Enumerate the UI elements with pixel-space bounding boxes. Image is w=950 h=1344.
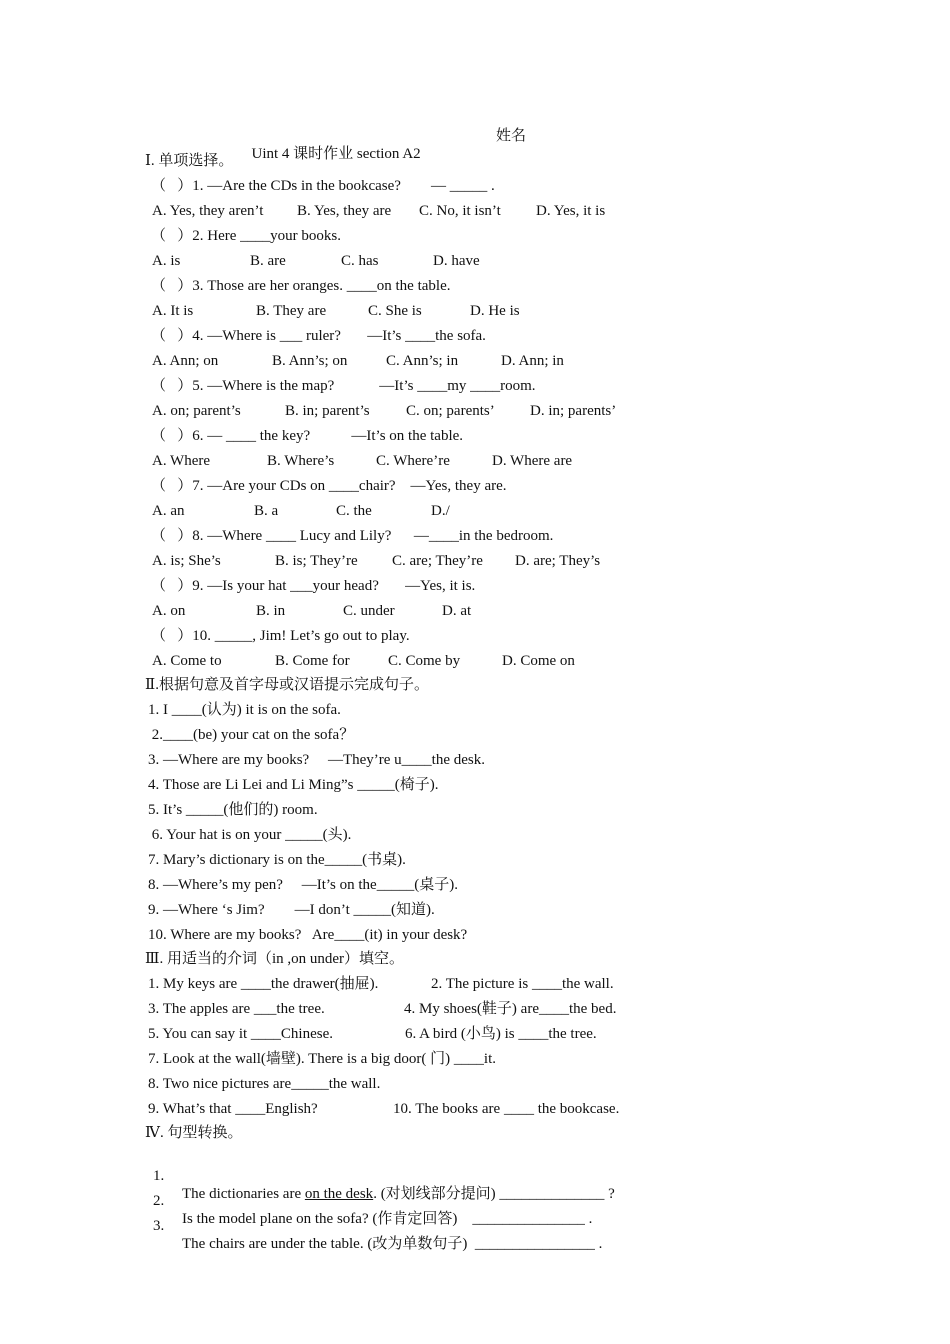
- item-number: 3.: [153, 1218, 165, 1234]
- option-c: C. the: [336, 503, 372, 519]
- option-c: C. has: [341, 253, 379, 269]
- option-c: C. Where’re: [376, 453, 450, 469]
- question-stem: （ ）7. —Are your CDs on ____chair? —Yes, they are.: [151, 478, 507, 494]
- option-d: D./: [431, 503, 450, 519]
- option-b: B. are: [250, 253, 286, 269]
- option-a: A. Where: [152, 453, 211, 469]
- question-stem: （ ）4. —Where is ___ ruler? —It’s ____the sofa.: [151, 328, 486, 344]
- fill-item: 2. The picture is ____the wall.: [431, 976, 614, 992]
- option-b: B. Where’s: [267, 453, 335, 469]
- section-3-heading: Ⅲ. 用适当的介词（in ,on under）填空。: [145, 951, 405, 967]
- option-a: A. Ann; on: [152, 353, 219, 369]
- section-4-heading: Ⅳ. 句型转换。: [145, 1125, 243, 1141]
- option-a: A. is: [152, 253, 181, 269]
- option-b: B. They are: [256, 303, 327, 319]
- option-c: C. No, it isn’t: [419, 203, 501, 219]
- item-text-after: . (对划线部分提问) ______________ ?: [373, 1186, 615, 1202]
- fill-item: 6. Your hat is on your _____(头).: [148, 827, 352, 843]
- question-stem: （ ）8. —Where ____ Lucy and Lily? —____in the bedroom.: [151, 528, 554, 544]
- section-2-heading: Ⅱ.根据句意及首字母或汉语提示完成句子。: [145, 677, 429, 693]
- option-b: B. Come for: [275, 653, 350, 669]
- option-d: D. He is: [470, 303, 520, 319]
- option-a: A. on; parent’s: [152, 403, 241, 419]
- fill-item: 6. A bird (小鸟) is ____the tree.: [405, 1026, 597, 1042]
- option-d: D. in; parents’: [530, 403, 617, 419]
- option-a: A. Yes, they aren’t: [152, 203, 264, 219]
- option-d: D. Come on: [502, 653, 575, 669]
- option-c: C. She is: [368, 303, 422, 319]
- option-b: B. a: [254, 503, 279, 519]
- question-stem: （ ）10. _____, Jim! Let’s go out to play.: [151, 628, 410, 644]
- option-b: B. is; They’re: [275, 553, 358, 569]
- fill-item: 8. —Where’s my pen? —It’s on the_____(桌子).: [148, 877, 458, 893]
- option-b: B. in: [256, 603, 286, 619]
- fill-item: 3. —Where are my books? —They’re u____the desk.: [148, 752, 485, 768]
- title-text: Uint 4 课时作业 section A2: [251, 146, 421, 162]
- question-stem: （ ）2. Here ____your books.: [151, 228, 341, 244]
- question-stem: （ ）1. —Are the CDs in the bookcase? — _____ .: [151, 178, 495, 194]
- fill-item: 4. Those are Li Lei and Li Ming”s _____(椅子).: [148, 777, 439, 793]
- option-a: A. is; She’s: [152, 553, 221, 569]
- option-a: A. Come to: [152, 653, 222, 669]
- question-stem: （ ）5. —Where is the map? —It’s ____my ____room.: [151, 378, 536, 394]
- option-d: D. Yes, it is: [536, 203, 606, 219]
- question-stem: （ ）3. Those are her oranges. ____on the table.: [151, 278, 451, 294]
- option-a: A. It is: [152, 303, 194, 319]
- fill-item: 7. Look at the wall(墙壁). There is a big door( 门) ____it.: [148, 1051, 496, 1067]
- fill-item: 9. —Where ‘s Jim? —I don’t _____(知道).: [148, 902, 435, 918]
- option-c: C. Ann’s; in: [386, 353, 459, 369]
- fill-item: 1. I ____(认为) it is on the sofa.: [148, 702, 341, 718]
- item-text: Is the model plane on the sofa? (作肯定回答) _______________ .: [182, 1211, 593, 1227]
- option-d: D. Ann; in: [501, 353, 564, 369]
- item-text-before: The dictionaries are: [182, 1186, 305, 1202]
- underlined-phrase: on the desk: [304, 1186, 374, 1202]
- item-number: 2.: [153, 1193, 165, 1209]
- fill-item: 3. The apples are ___the tree.: [148, 1001, 325, 1017]
- item-text: The chairs are under the table. (改为单数句子) ________________ .: [182, 1236, 603, 1252]
- option-b: B. Ann’s; on: [272, 353, 348, 369]
- question-stem: （ ）6. — ____ the key? —It’s on the table.: [151, 428, 464, 444]
- fill-item: 8. Two nice pictures are_____the wall.: [148, 1076, 381, 1092]
- option-d: D. are; They’s: [515, 553, 601, 569]
- item-text: [182, 1185, 615, 1203]
- fill-item: 9. What’s that ____English?: [148, 1101, 318, 1117]
- fill-item: 5. You can say it ____Chinese.: [148, 1026, 333, 1042]
- fill-item: 10. The books are ____ the bookcase.: [393, 1101, 620, 1117]
- worksheet-title: [244, 127, 527, 181]
- option-c: C. under: [343, 603, 395, 619]
- section-1-heading: Ⅰ. 单项选择。: [145, 153, 234, 169]
- option-a: A. an: [152, 503, 185, 519]
- name-label: 姓名: [496, 128, 527, 144]
- option-c: C. are; They’re: [392, 553, 483, 569]
- fill-item: 7. Mary’s dictionary is on the_____(书桌).: [148, 852, 406, 868]
- fill-item: 5. It’s _____(他们的) room.: [148, 802, 318, 818]
- option-c: C. Come by: [388, 653, 461, 669]
- option-b: B. in; parent’s: [285, 403, 370, 419]
- fill-item: 1. My keys are ____the drawer(抽屉).: [148, 976, 379, 992]
- question-stem: （ ）9. —Is your hat ___your head? —Yes, it is.: [151, 578, 476, 594]
- fill-item: 10. Where are my books? Are____(it) in your desk?: [148, 927, 468, 943]
- fill-item: 4. My shoes(鞋子) are____the bed.: [404, 1001, 617, 1017]
- option-d: D. Where are: [492, 453, 573, 469]
- option-d: D. at: [442, 603, 472, 619]
- option-a: A. on: [152, 603, 186, 619]
- option-c: C. on; parents’: [406, 403, 495, 419]
- fill-item: 2.____(be) your cat on the sofa？: [148, 727, 355, 743]
- item-number: 1.: [153, 1168, 165, 1184]
- option-d: D. have: [433, 253, 480, 269]
- option-b: B. Yes, they are: [297, 203, 392, 219]
